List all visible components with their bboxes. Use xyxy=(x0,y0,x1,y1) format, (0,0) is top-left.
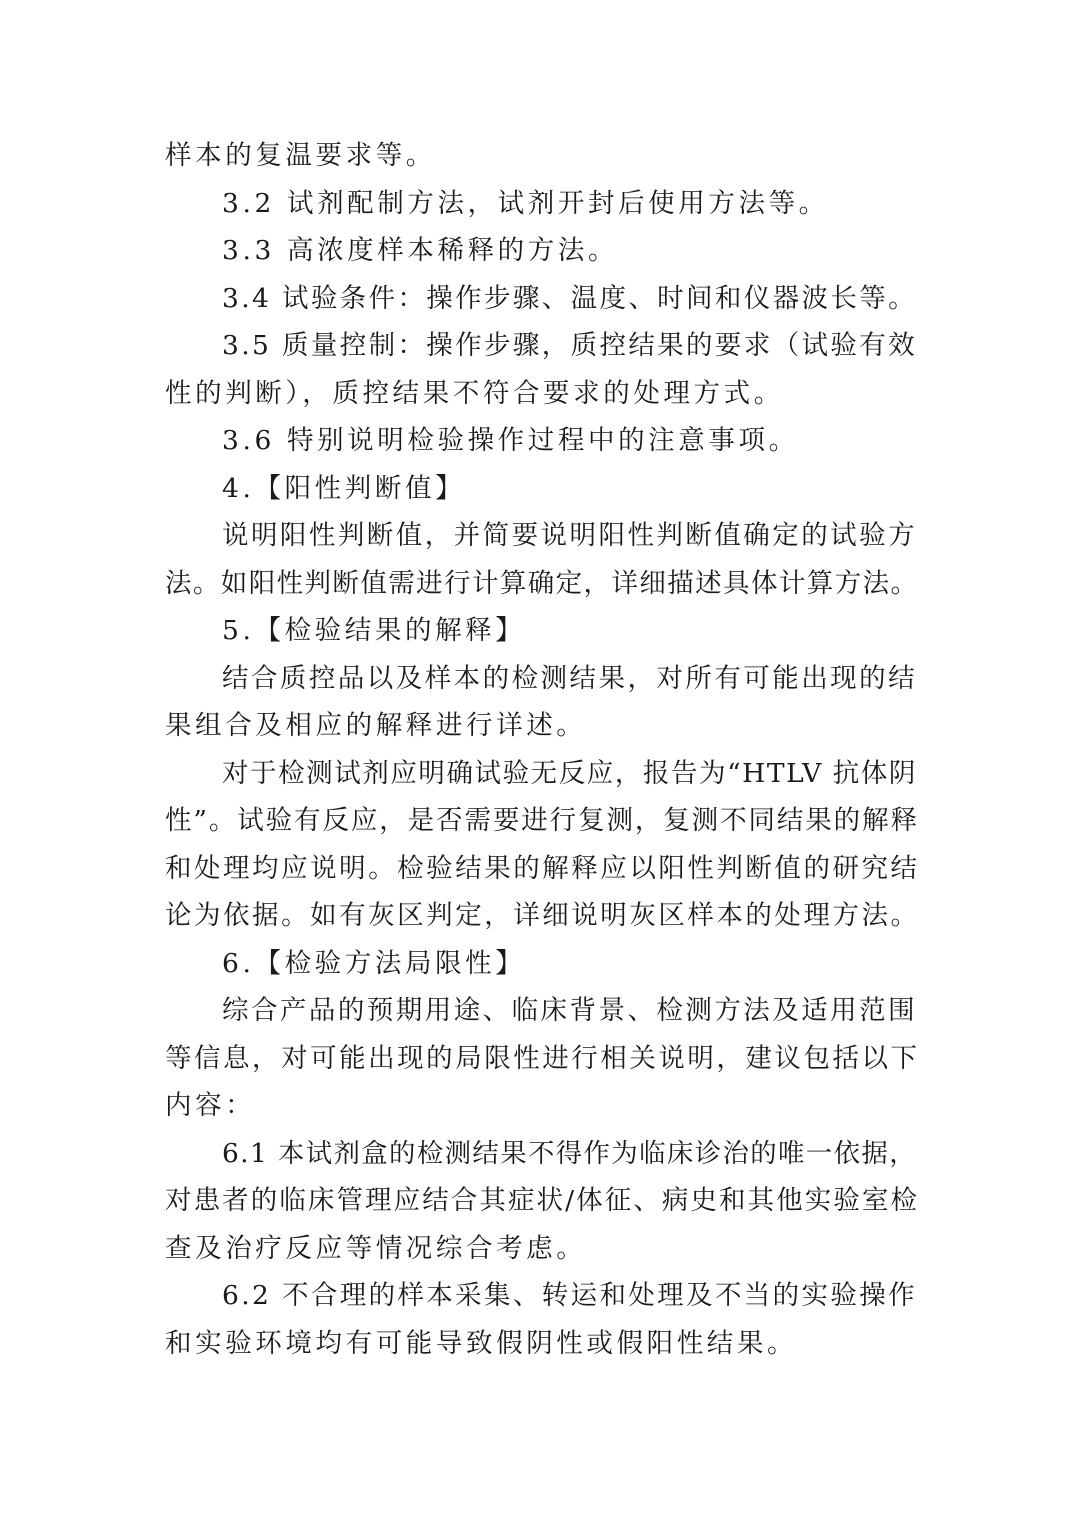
text-line: 样本的复温要求等。 xyxy=(165,140,436,171)
paragraph-line: 果组合及相应的解释进行详述。 xyxy=(165,710,587,741)
paragraph-line: 对患者的临床管理应结合其症状/体征、病史和其他实验室检 xyxy=(165,1185,917,1216)
list-item-3-4: 3.4 试验条件：操作步骤、温度、时间和仪器波长等。 xyxy=(222,282,917,314)
list-item-6-1: 6.1 本试剂盒的检测结果不得作为临床诊治的唯一依据， xyxy=(222,1137,917,1169)
paragraph-line: 对于检测试剂应明确试验无反应，报告为“HTLV 抗体阴 xyxy=(222,757,917,789)
paragraph-line: 和处理均应说明。检验结果的解释应以阳性判断值的研究结 xyxy=(165,852,917,884)
paragraph-line: 综合产品的预期用途、临床背景、检测方法及适用范围 xyxy=(222,995,918,1026)
paragraph-line: 等信息，对可能出现的局限性进行相关说明，建议包括以下 xyxy=(165,1042,917,1074)
section-heading-result-interpretation: 5.【检验结果的解释】 xyxy=(222,615,526,646)
list-item-3-2: 3.2 试剂配制方法，试剂开封后使用方法等。 xyxy=(222,187,829,219)
document-page xyxy=(165,132,917,1367)
section-heading-method-limitations: 6.【检验方法局限性】 xyxy=(222,947,526,979)
paragraph-line: 说明阳性判断值，并简要说明阳性判断值确定的试验方 xyxy=(222,520,918,551)
paragraph-line: 法。如阳性判断值需进行计算确定，详细描述具体计算方法。 xyxy=(165,567,917,599)
paragraph-line: 结合质控品以及样本的检测结果，对所有可能出现的结 xyxy=(222,662,918,694)
paragraph-line: 和实验环境均有可能导致假阴性或假阳性结果。 xyxy=(165,1327,798,1359)
paragraph-line: 性”。试验有反应，是否需要进行复测，复测不同结果的解释 xyxy=(165,805,917,836)
list-item-3-5: 3.5 质量控制：操作步骤，质控结果的要求（试验有效 xyxy=(222,330,917,361)
list-item-6-2: 6.2 不合理的样本采集、转运和处理及不当的实验操作 xyxy=(222,1280,917,1311)
list-item-3-6: 3.6 特别说明检验操作过程中的注意事项。 xyxy=(222,425,799,456)
list-item-3-3: 3.3 高浓度样本稀释的方法。 xyxy=(222,235,619,266)
text-line: 性的判断），质控结果不符合要求的处理方式。 xyxy=(165,377,784,409)
paragraph-line: 查及治疗反应等情况综合考虑。 xyxy=(165,1232,587,1264)
section-heading-positive-cutoff: 4.【阳性判断值】 xyxy=(222,472,466,504)
paragraph-line: 内容： xyxy=(165,1090,256,1121)
paragraph-line: 论为依据。如有灰区判定，详细说明灰区样本的处理方法。 xyxy=(165,900,917,931)
